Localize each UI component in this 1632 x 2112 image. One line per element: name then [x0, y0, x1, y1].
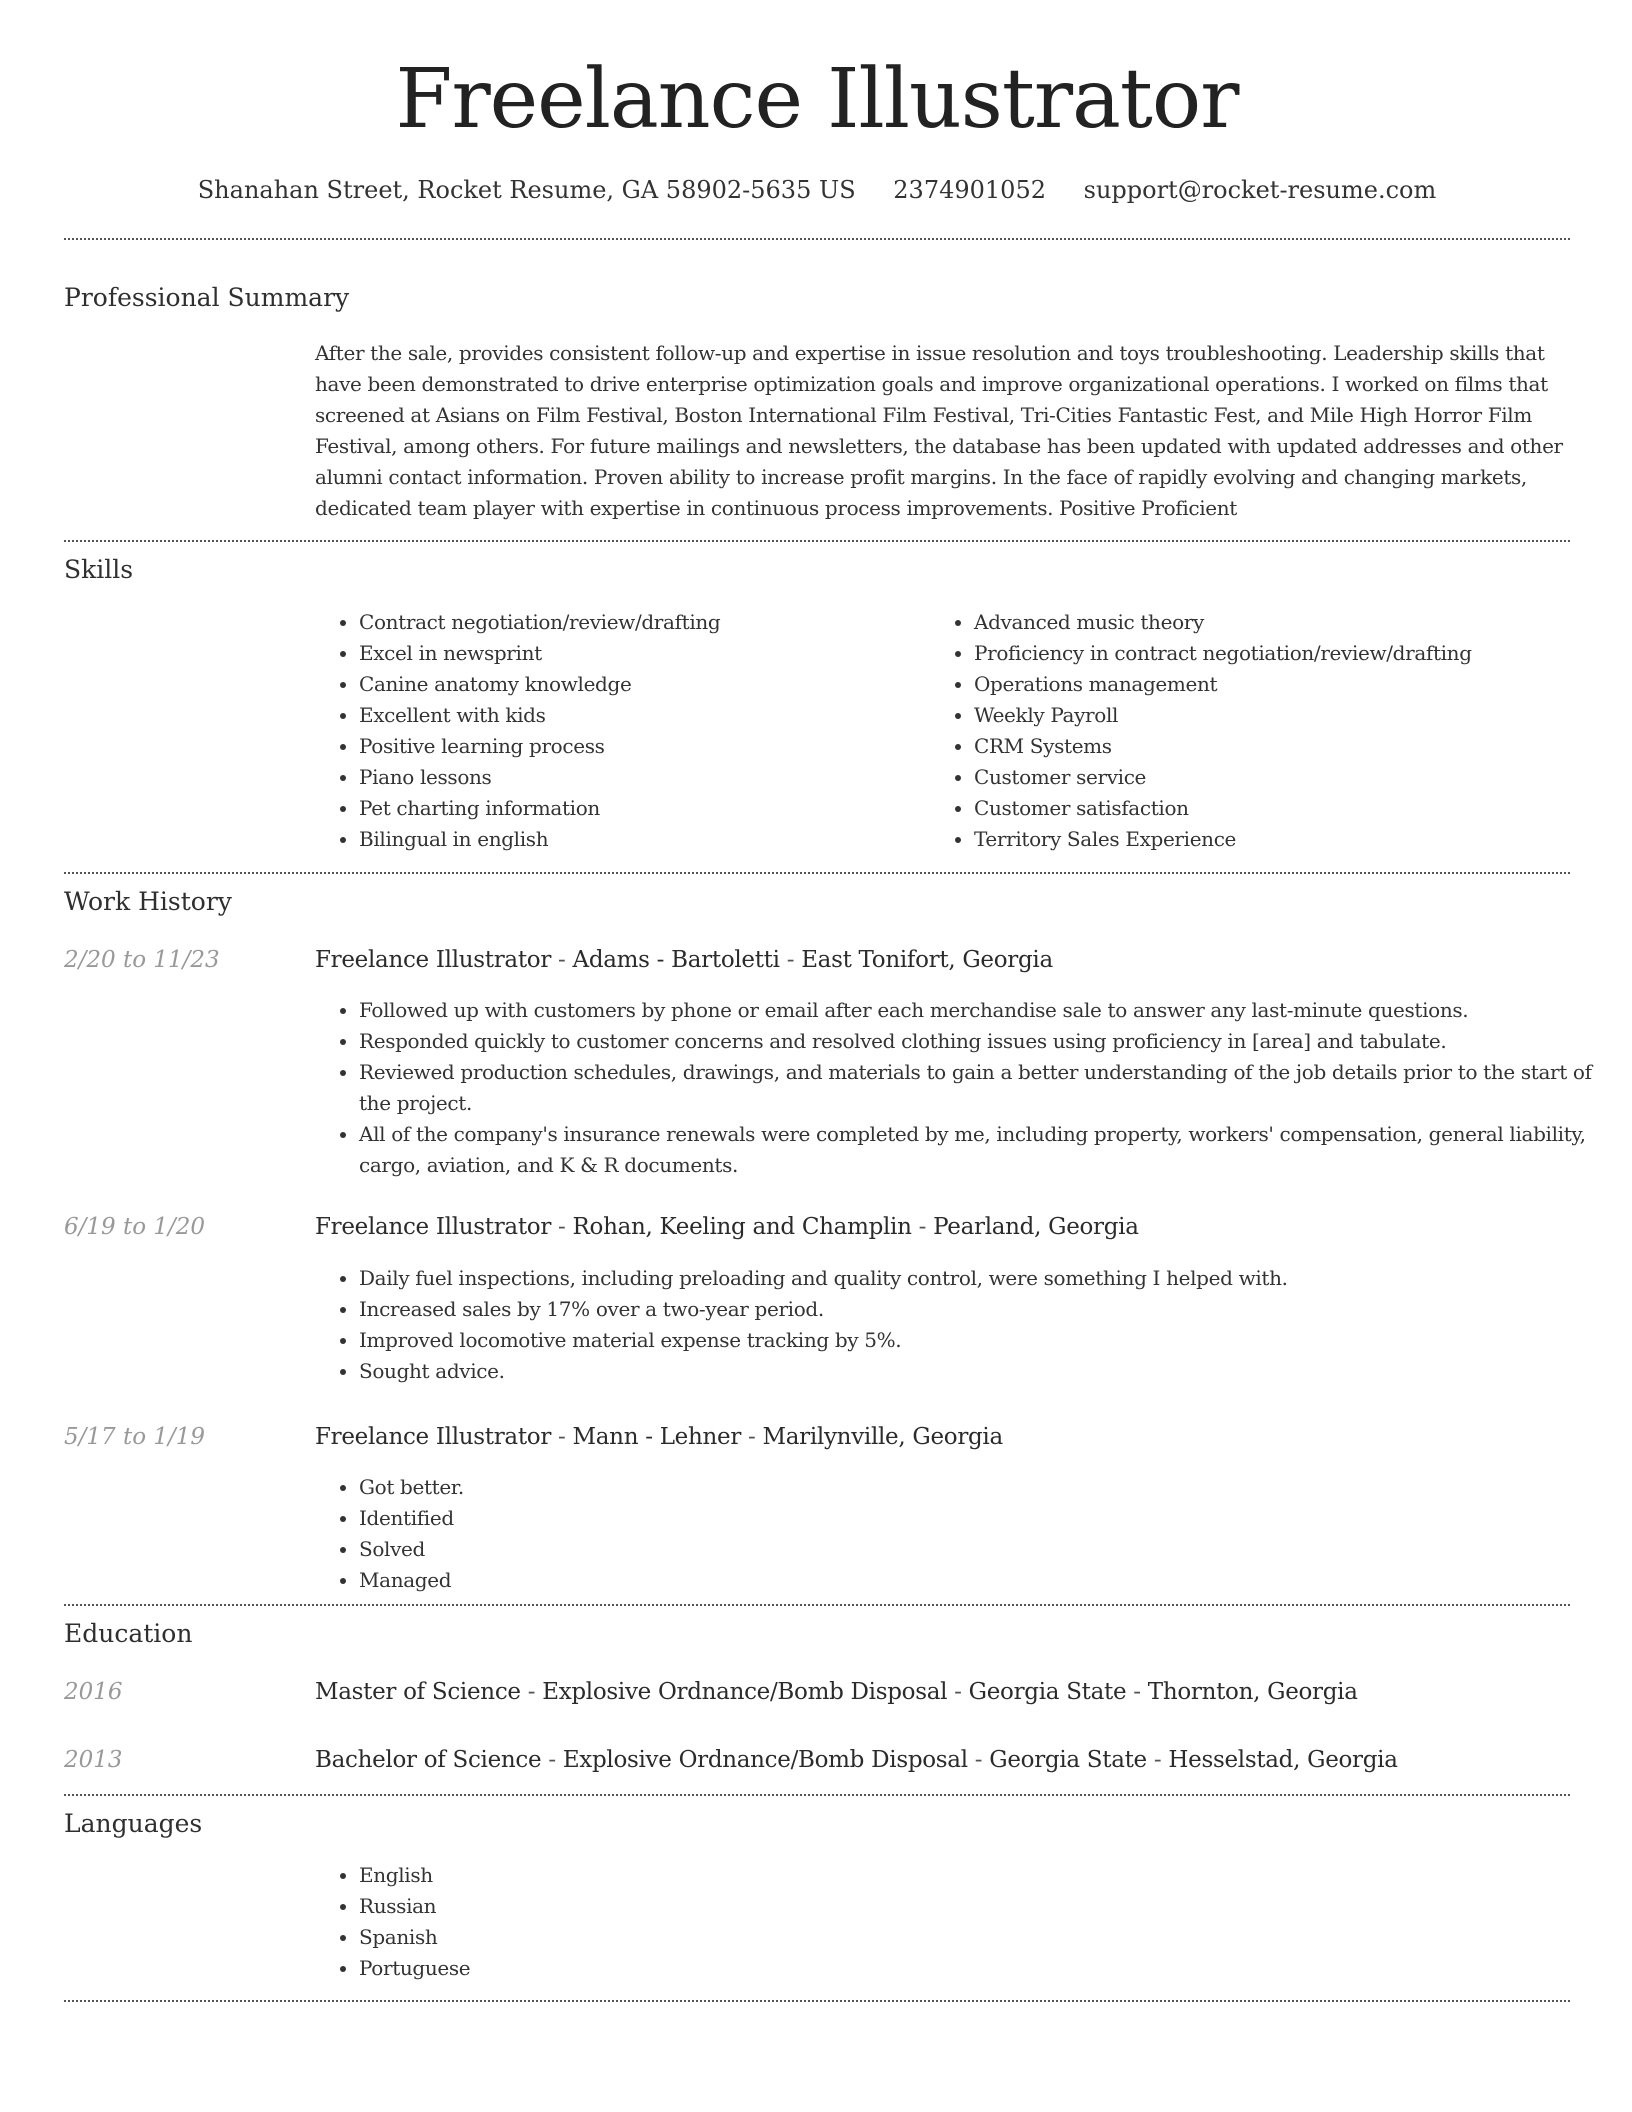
- job-bullet: • All of the company's insurance renewals were completed by me, including property, workers' compensation, general liability, cargo, aviation, and K & R documents.: [359, 1119, 1611, 1181]
- edu-entry: Bachelor of Science - Explosive Ordnance/Bomb Disposal - Georgia State - Hesselstad, Georgia: [315, 1747, 1398, 1773]
- section-divider: [64, 2000, 1570, 2002]
- skill-item: • Positive learning process: [359, 731, 919, 762]
- job-role: Freelance Illustrator: [315, 947, 552, 973]
- edu-school: Georgia State: [989, 1747, 1147, 1773]
- skill-item: • Customer satisfaction: [974, 793, 1614, 824]
- job-bullet: • Got better.: [359, 1472, 1611, 1503]
- skill-item: • Canine anatomy knowledge: [359, 669, 919, 700]
- edu-school: Georgia State: [968, 1679, 1127, 1705]
- skills-heading: Skills: [64, 555, 134, 584]
- job-bullet: • Daily fuel inspections, including preloading and quality control, were something I helped with.: [359, 1263, 1611, 1294]
- edu-year: 2013: [64, 1747, 123, 1773]
- job-bullet: • Followed up with customers by phone or email after each merchandise sale to answer any last-minute questions.: [359, 995, 1611, 1026]
- job-bullet: • Identified: [359, 1503, 1611, 1534]
- job-location: Marilynville, Georgia: [762, 1424, 1003, 1450]
- skill-item: • Excellent with kids: [359, 700, 919, 731]
- job-bullet: • Reviewed production schedules, drawings, and materials to gain a better understanding of the job details prior to the start of the project.: [359, 1057, 1611, 1119]
- job-company: Rohan, Keeling and Champlin: [572, 1214, 912, 1240]
- edu-degree: Master of Science: [315, 1679, 521, 1705]
- job-role: Freelance Illustrator: [315, 1214, 552, 1240]
- job-dates: 6/19 to 1/20: [64, 1214, 206, 1240]
- edu-field: Explosive Ordnance/Bomb Disposal: [562, 1747, 968, 1773]
- job-dates: 2/20 to 11/23: [64, 947, 220, 973]
- edu-degree: Bachelor of Science: [315, 1747, 542, 1773]
- job-title: Freelance Illustrator - Mann - Lehner - Marilynville, Georgia: [315, 1424, 1003, 1450]
- job-bullet: • Sought advice.: [359, 1356, 1611, 1387]
- section-divider: [64, 1604, 1570, 1606]
- job-bullets: [315, 1472, 1611, 1596]
- skill-item: • CRM Systems: [974, 731, 1614, 762]
- edu-entry: Master of Science - Explosive Ordnance/Bomb Disposal - Georgia State - Thornton, Georgia: [315, 1679, 1358, 1705]
- job-bullet: • Responded quickly to customer concerns and resolved clothing issues using proficiency in [area] and tabulate.: [359, 1026, 1611, 1057]
- language-item: • English: [359, 1860, 959, 1891]
- job-bullet: • Increased sales by 17% over a two-year period.: [359, 1294, 1611, 1325]
- languages-heading: Languages: [64, 1809, 203, 1838]
- skill-item: • Advanced music theory: [974, 607, 1614, 638]
- job-role: Freelance Illustrator: [315, 1424, 552, 1450]
- contact-address: Shanahan Street, Rocket Resume, GA 58902-5635 US: [197, 176, 856, 204]
- job-dates: 5/17 to 1/19: [64, 1424, 206, 1450]
- contact-phone: 2374901052: [893, 176, 1046, 204]
- section-divider: [64, 872, 1570, 874]
- skills-list-right: [930, 607, 1614, 855]
- skill-item: • Customer service: [974, 762, 1614, 793]
- job-title: Freelance Illustrator - Rohan, Keeling and Champlin - Pearland, Georgia: [315, 1214, 1139, 1240]
- edu-location: Hesselstad, Georgia: [1168, 1747, 1398, 1773]
- job-bullet: • Managed: [359, 1565, 1611, 1596]
- edu-location: Thornton, Georgia: [1147, 1679, 1358, 1705]
- edu-field: Explosive Ordnance/Bomb Disposal: [542, 1679, 948, 1705]
- contact-email: support@rocket-resume.com: [1083, 176, 1437, 204]
- language-item: • Spanish: [359, 1922, 959, 1953]
- summary-heading: Professional Summary: [64, 283, 350, 312]
- skills-list-left: [315, 607, 919, 855]
- edu-year: 2016: [64, 1679, 123, 1705]
- skill-item: • Pet charting information: [359, 793, 919, 824]
- job-location: Pearland, Georgia: [933, 1214, 1139, 1240]
- skill-item: • Operations management: [974, 669, 1614, 700]
- job-company: Adams - Bartoletti: [572, 947, 780, 973]
- skill-item: • Proficiency in contract negotiation/review/drafting: [974, 638, 1614, 669]
- section-divider: [64, 1794, 1570, 1796]
- skill-item: • Piano lessons: [359, 762, 919, 793]
- skill-item: • Contract negotiation/review/drafting: [359, 607, 919, 638]
- languages-list: [315, 1860, 959, 1984]
- skill-item: • Bilingual in english: [359, 824, 919, 855]
- job-bullets: [315, 1263, 1611, 1387]
- skill-item: • Territory Sales Experience: [974, 824, 1614, 855]
- contact-line: [64, 170, 1570, 210]
- job-company: Mann - Lehner: [572, 1424, 742, 1450]
- language-item: • Portuguese: [359, 1953, 959, 1984]
- skill-item: • Weekly Payroll: [974, 700, 1614, 731]
- job-title: Freelance Illustrator - Adams - Bartoletti - East Tonifort, Georgia: [315, 947, 1053, 973]
- section-divider: [64, 238, 1570, 240]
- resume-name: Freelance Illustrator: [395, 52, 1239, 147]
- work-heading: Work History: [64, 887, 232, 916]
- job-bullet: • Improved locomotive material expense tracking by 5%.: [359, 1325, 1611, 1356]
- skill-item: • Excel in newsprint: [359, 638, 919, 669]
- job-location: East Tonifort, Georgia: [801, 947, 1053, 973]
- job-bullets: [315, 995, 1611, 1181]
- summary-text: After the sale, provides consistent follow-up and expertise in issue resolution and toys troubleshooting. Leadership skills that have been demonstrated to drive enterprise optimization goals and improve organizational operations. I worked on films that screened at Asians on Film Festival, Boston International Film Festival, Tri-Cities Fantastic Fest, and Mile High Horror Film Festival, among others. For future mailings and newsletters, the database has been updated with updated addresses and other alumni contact information. Proven ability to increase profit margins. In the face of rapidly evolving and changing markets, dedicated team player with expertise in continuous process improvements. Positive Proficient: [315, 341, 1563, 520]
- language-item: • Russian: [359, 1891, 959, 1922]
- education-heading: Education: [64, 1619, 193, 1648]
- job-bullet: • Solved: [359, 1534, 1611, 1565]
- section-divider: [64, 540, 1570, 542]
